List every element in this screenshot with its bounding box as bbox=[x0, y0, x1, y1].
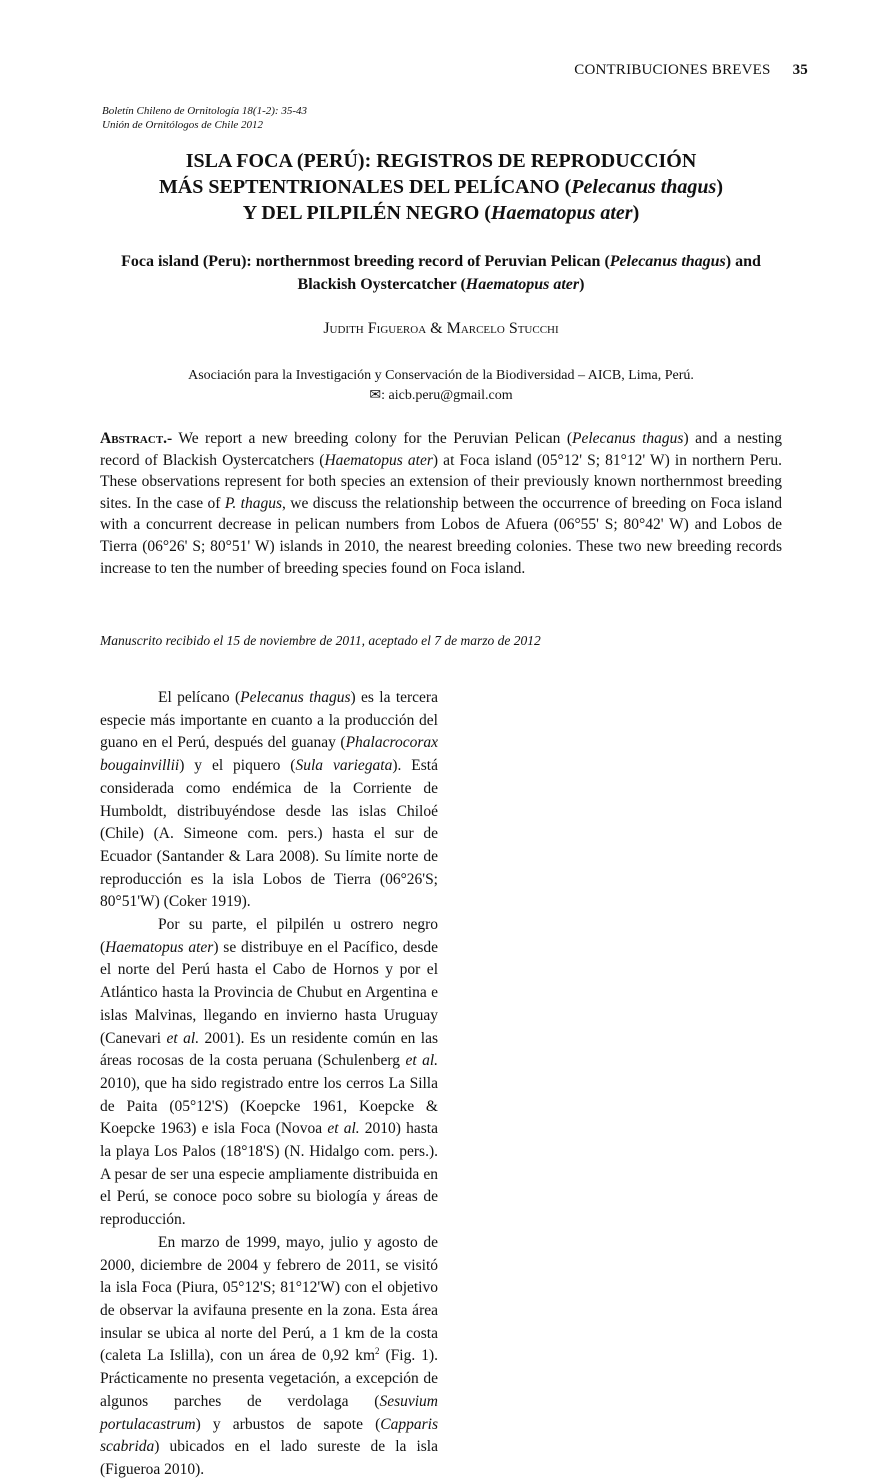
subtitle-text: ) and Blackish Oystercatcher ( bbox=[297, 253, 761, 293]
page-number: 35 bbox=[792, 62, 808, 78]
title-line-2 bbox=[100, 174, 782, 200]
abstract bbox=[100, 428, 782, 579]
subtitle-text: ) bbox=[579, 276, 585, 293]
body-text: En marzo de 1999, mayo, julio y agosto de 2000, diciembre de 2004 y febrero de 2011, se visitó la isla Foca (Piura, 05°12'S; 81°12'W) con el objetivo de observar la avifauna presente en la zona. Esta área insular se ubica al norte del Perú, a 1 km de la costa (caleta La Islilla), con un área de 0,92 km bbox=[100, 1233, 438, 1365]
title-text: ) bbox=[716, 176, 723, 198]
abstract-text: , we discuss the relationship between the occurrence of breeding on Foca island with a concurrent decrease in pelican numbers from Lobos de Afuera (06°55' S; 80°42' W) and Lobos de Tierra (06°26' S; 80°51' W) islands in 2010, the nearest breeding colonies. These two new breeding records increase to ten the number of breeding species found on Foca island. bbox=[100, 494, 783, 577]
subtitle-species: Pelecanus thagus bbox=[609, 253, 726, 270]
affiliation-line: Asociación para la Investigación y Conservación de la Biodiversidad – AICB, Lima, Perú. bbox=[188, 368, 694, 383]
species-name: Sula variegata bbox=[295, 757, 393, 775]
title-text: ) bbox=[632, 202, 640, 224]
species-name: Sesuvium portulacastrum bbox=[100, 1392, 438, 1433]
paragraph-3 bbox=[100, 1232, 438, 1482]
affiliation bbox=[100, 366, 782, 406]
body-text: 2010), que ha sido registrado entre los cerros La Silla de Paita (05°12'S) (Koepcke 1961, Koepcke & Koepcke 1963) e isla Foca (Novoa bbox=[100, 1074, 438, 1138]
superscript: 2 bbox=[375, 1346, 380, 1357]
abstract-species: Haematopus ater bbox=[324, 451, 433, 469]
et-al: et al. bbox=[405, 1052, 439, 1070]
subtitle-text: Foca island (Peru): northernmost breeding record of Peruvian Pelican ( bbox=[121, 253, 610, 270]
body-text: El pelícano ( bbox=[158, 689, 241, 706]
authors: Judith Figueroa & Marcelo Stucchi bbox=[323, 320, 559, 337]
subtitle-species: Haematopus ater bbox=[465, 276, 580, 293]
english-title bbox=[108, 250, 774, 296]
abstract-text: ) at Foca island (05°12' S; 81°12' W) in northern Peru. These observations represent for both species an extension of their previously known northernmost breeding sites. In the case of bbox=[100, 451, 782, 512]
title-species: Pelecanus thagus bbox=[571, 176, 717, 198]
received-date: Manuscrito recibido el 15 de noviembre de 2011, aceptado el 7 de marzo de 2012 bbox=[100, 633, 541, 648]
species-name: Phalacrocorax bougainvillii bbox=[100, 734, 438, 775]
citation-line-2: Unión de Ornitólogos de Chile 2012 bbox=[102, 119, 264, 131]
title-line-3 bbox=[100, 200, 782, 226]
body-text: ) se distribuye en el Pacífico, desde el norte del Perú hasta el Cabo de Hornos y por el Atlántico hasta la Provincia de Chubut en Argentina e islas Malvinas, llegando en invierno hasta Uruguay (Canevari bbox=[100, 938, 438, 1047]
abstract-text: We report a new breeding colony for the Peruvian Pelican ( bbox=[172, 430, 572, 447]
et-al: et al. bbox=[166, 1029, 200, 1047]
abstract-label: Abstract.- bbox=[100, 430, 173, 447]
body-text: ) ubicados en el lado sureste de la isla (Figueroa 2010). bbox=[100, 1438, 438, 1478]
body-text: (Fig. 1). Prácticamente no presenta vegetación, a excepción de algunos parches de verdolaga ( bbox=[100, 1347, 439, 1410]
title-species: Haematopus ater bbox=[490, 202, 633, 224]
et-al: et al. bbox=[327, 1120, 360, 1138]
species-name: Capparis scabrida bbox=[100, 1415, 438, 1456]
body-text: ) y el piquero ( bbox=[179, 757, 296, 775]
citation-line-1: Boletín Chileno de Ornitología 18(1-2): 35-43 bbox=[102, 105, 307, 117]
species-name: Haematopus ater bbox=[105, 938, 214, 956]
title-line-1: ISLA FOCA (PERÚ): REGISTROS DE REPRODUCCIÓN bbox=[185, 150, 697, 172]
body-text: 2001). Es un residente común en las áreas rocosas de la costa peruana (Schulenberg bbox=[100, 1029, 439, 1070]
article-title bbox=[100, 148, 782, 226]
body-column-left bbox=[100, 687, 438, 1482]
paragraph-1 bbox=[100, 687, 438, 914]
abstract-species: Pelecanus thagus bbox=[572, 430, 684, 447]
running-head-section: CONTRIBUCIONES BREVES bbox=[574, 62, 771, 78]
title-text: MÁS SEPTENTRIONALES DEL PELÍCANO ( bbox=[158, 176, 572, 198]
body-text: ) es la tercera especie más importante en cuanto a la producción del guano en el Perú, después del guanay ( bbox=[100, 689, 438, 752]
abstract-text: ) and a nesting record of Blackish Oystercatchers ( bbox=[100, 430, 782, 469]
journal-citation bbox=[102, 104, 307, 132]
email-line bbox=[100, 386, 782, 406]
title-text: Y DEL PILPILÉN NEGRO ( bbox=[242, 202, 491, 224]
envelope-icon: ✉ bbox=[369, 388, 382, 403]
email-address[interactable]: : aicb.peru@gmail.com bbox=[381, 388, 513, 403]
running-head bbox=[574, 62, 808, 79]
body-text: 2010) hasta la playa Los Palos (18°18'S) (N. Hidalgo com. pers.). A pesar de ser una especie ampliamente distribuida en el Perú, se conoce poco sobre su biología y áreas de reproducción. bbox=[100, 1120, 438, 1229]
abstract-species: P. thagus bbox=[224, 494, 282, 512]
species-name: Pelecanus thagus bbox=[240, 689, 351, 706]
body-text: ) y arbustos de sapote ( bbox=[195, 1415, 381, 1433]
paragraph-2 bbox=[100, 914, 438, 1232]
body-text: ). Está considerada como endémica de la Corriente de Humboldt, distribuyéndose desde las islas Chiloé (Chile) (A. Simeone com. pers.) hasta el sur de Ecuador (Santander & Lara 2008). Su límite norte de reproducción es la isla Lobos de Tierra (06°26'S; 80°51'W) (Coker 1919). bbox=[100, 757, 438, 911]
body-text: Por su parte, el pilpilén u ostrero negro ( bbox=[100, 916, 438, 956]
